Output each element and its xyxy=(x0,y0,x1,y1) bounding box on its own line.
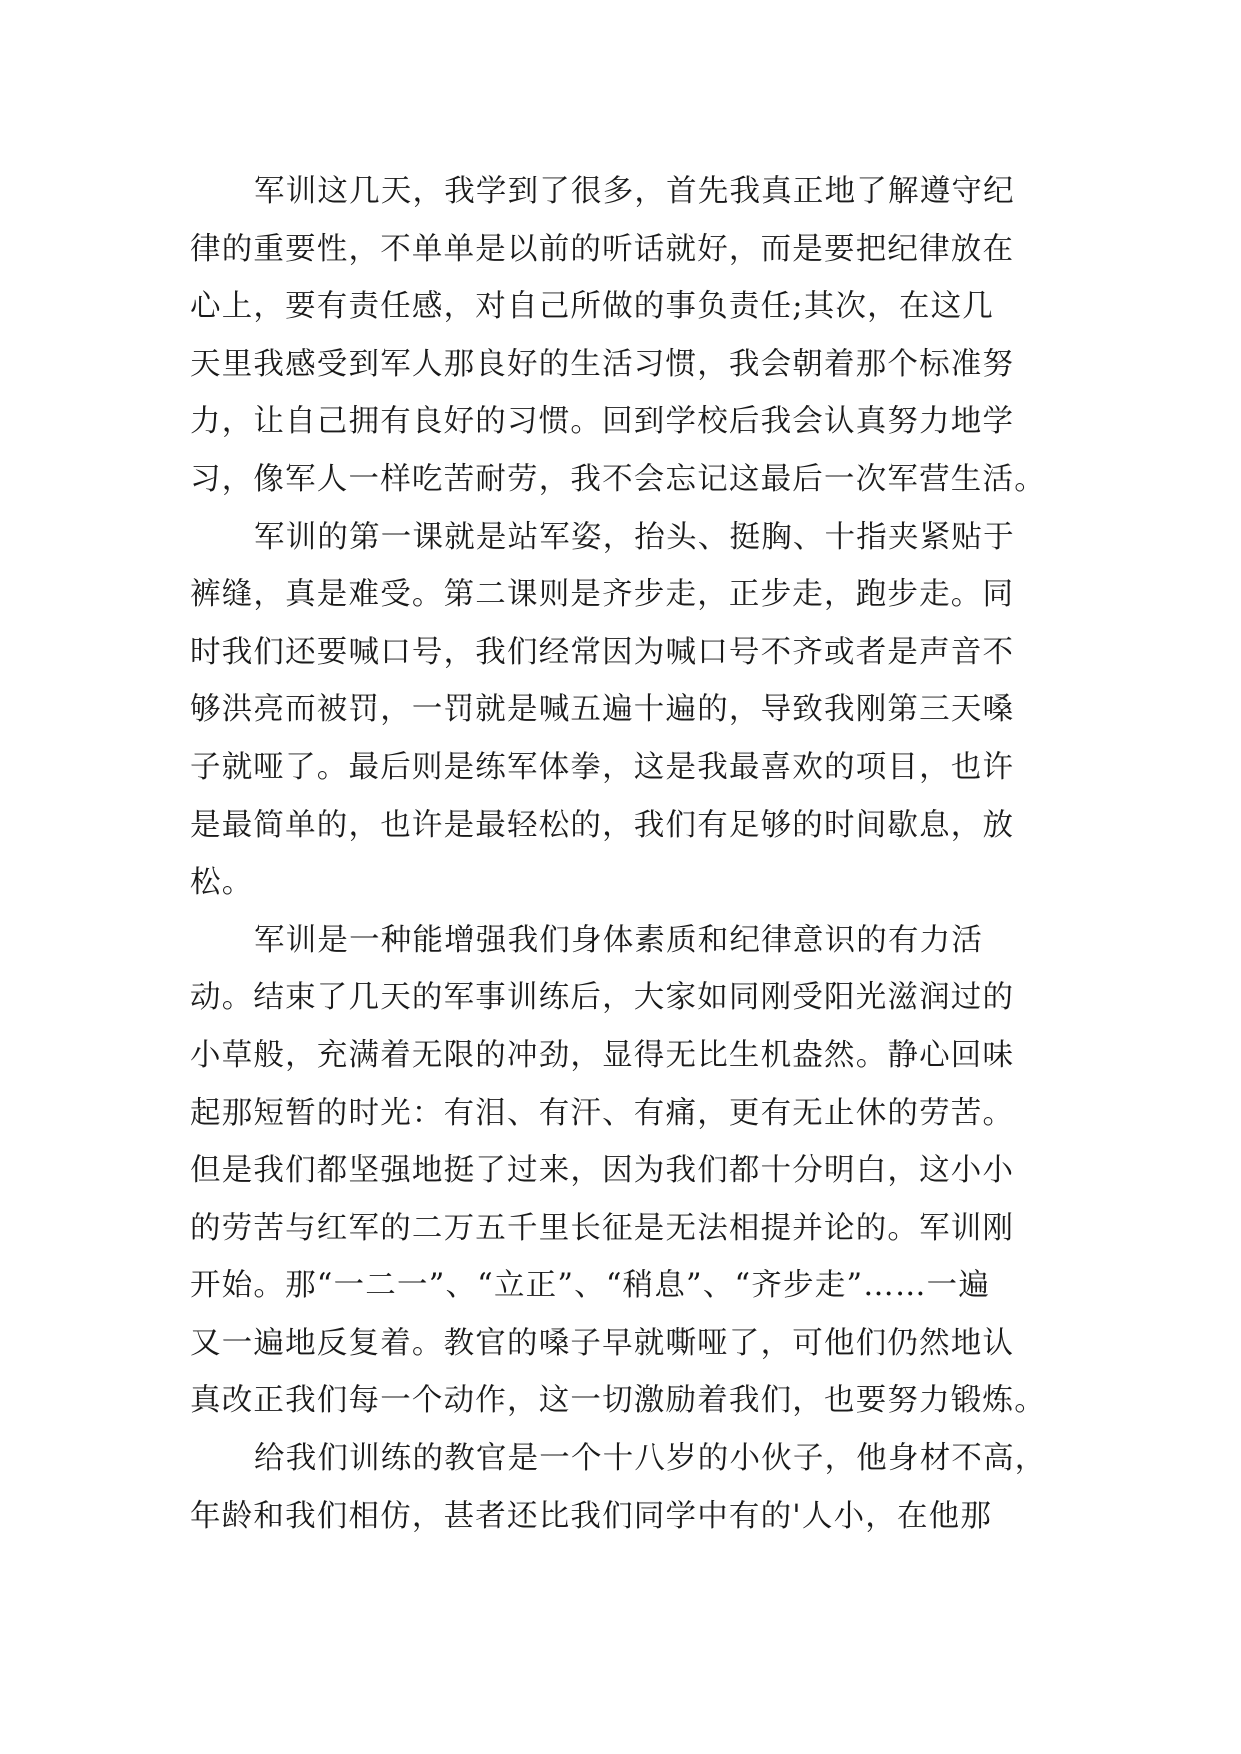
text-line: 够洪亮而被罚，一罚就是喊五遍十遍的，导致我刚第三天嗓 xyxy=(190,692,1015,728)
text-line: 军训是一种能增强我们身体素质和纪律意识的有力活 xyxy=(254,922,984,958)
text-line: 又一遍地反复着。教官的嗓子早就嘶哑了，可他们仍然地认 xyxy=(190,1325,1015,1361)
text-line: 给我们训练的教官是一个十八岁的小伙子，他身材不高， xyxy=(254,1441,1047,1477)
text-line: 但是我们都坚强地挺了过来，因为我们都十分明白，这小小 xyxy=(190,1153,1015,1189)
text-line: 年龄和我们相仿，甚者还比我们同学中有的'人小，在他那 xyxy=(190,1498,993,1534)
text-line: 心上，要有责任感，对自己所做的事负责任;其次，在这几 xyxy=(190,289,994,325)
text-line: 军训这几天，我学到了很多，首先我真正地了解遵守纪 xyxy=(254,174,1015,209)
text-line: 律的重要性，不单单是以前的听话就好，而是要把纪律放在 xyxy=(190,231,1015,267)
text-line: 真改正我们每一个动作，这一切激励着我们，也要努力锻炼。 xyxy=(190,1383,1046,1419)
text-line: 力，让自己拥有良好的习惯。回到学校后我会认真努力地学 xyxy=(190,404,1015,440)
text-line: 习，像军人一样吃苦耐劳，我不会忘记这最后一次军营生活。 xyxy=(190,461,1046,497)
text-line: 开始。那“一二一”、“立正”、“稍息”、“齐步走”……一遍 xyxy=(190,1268,991,1304)
text-line: 松。 xyxy=(190,865,254,901)
text-line: 小草般，充满着无限的冲劲，显得无比生机盎然。静心回味 xyxy=(190,1037,1015,1073)
text-line: 动。结束了几天的军事训练后，大家如同刚受阳光滋润过的 xyxy=(190,980,1015,1016)
text-line: 起那短暂的时光：有泪、有汗、有痛，更有无止休的劳苦。 xyxy=(190,1095,1015,1131)
text-line: 军训的第一课就是站军姿，抬头、挺胸、十指夹紧贴于 xyxy=(254,519,1015,555)
paragraph-2 xyxy=(190,509,1050,912)
document-body xyxy=(190,163,1050,1545)
text-line: 裤缝，真是难受。第二课则是齐步走，正步走，跑步走。同 xyxy=(190,577,1015,613)
text-line: 是最简单的，也许是最轻松的，我们有足够的时间歇息，放 xyxy=(190,807,1015,843)
text-line: 的劳苦与红军的二万五千里长征是无法相提并论的。军训刚 xyxy=(190,1210,1015,1246)
paragraph-3 xyxy=(190,912,1050,1430)
text-line: 子就哑了。最后则是练军体拳，这是我最喜欢的项目，也许 xyxy=(190,749,1015,785)
paragraph-1 xyxy=(190,163,1050,509)
text-line: 时我们还要喊口号，我们经常因为喊口号不齐或者是声音不 xyxy=(190,634,1015,670)
text-line: 天里我感受到军人那良好的生活习惯，我会朝着那个标准努 xyxy=(190,346,1015,382)
paragraph-4 xyxy=(190,1430,1050,1545)
